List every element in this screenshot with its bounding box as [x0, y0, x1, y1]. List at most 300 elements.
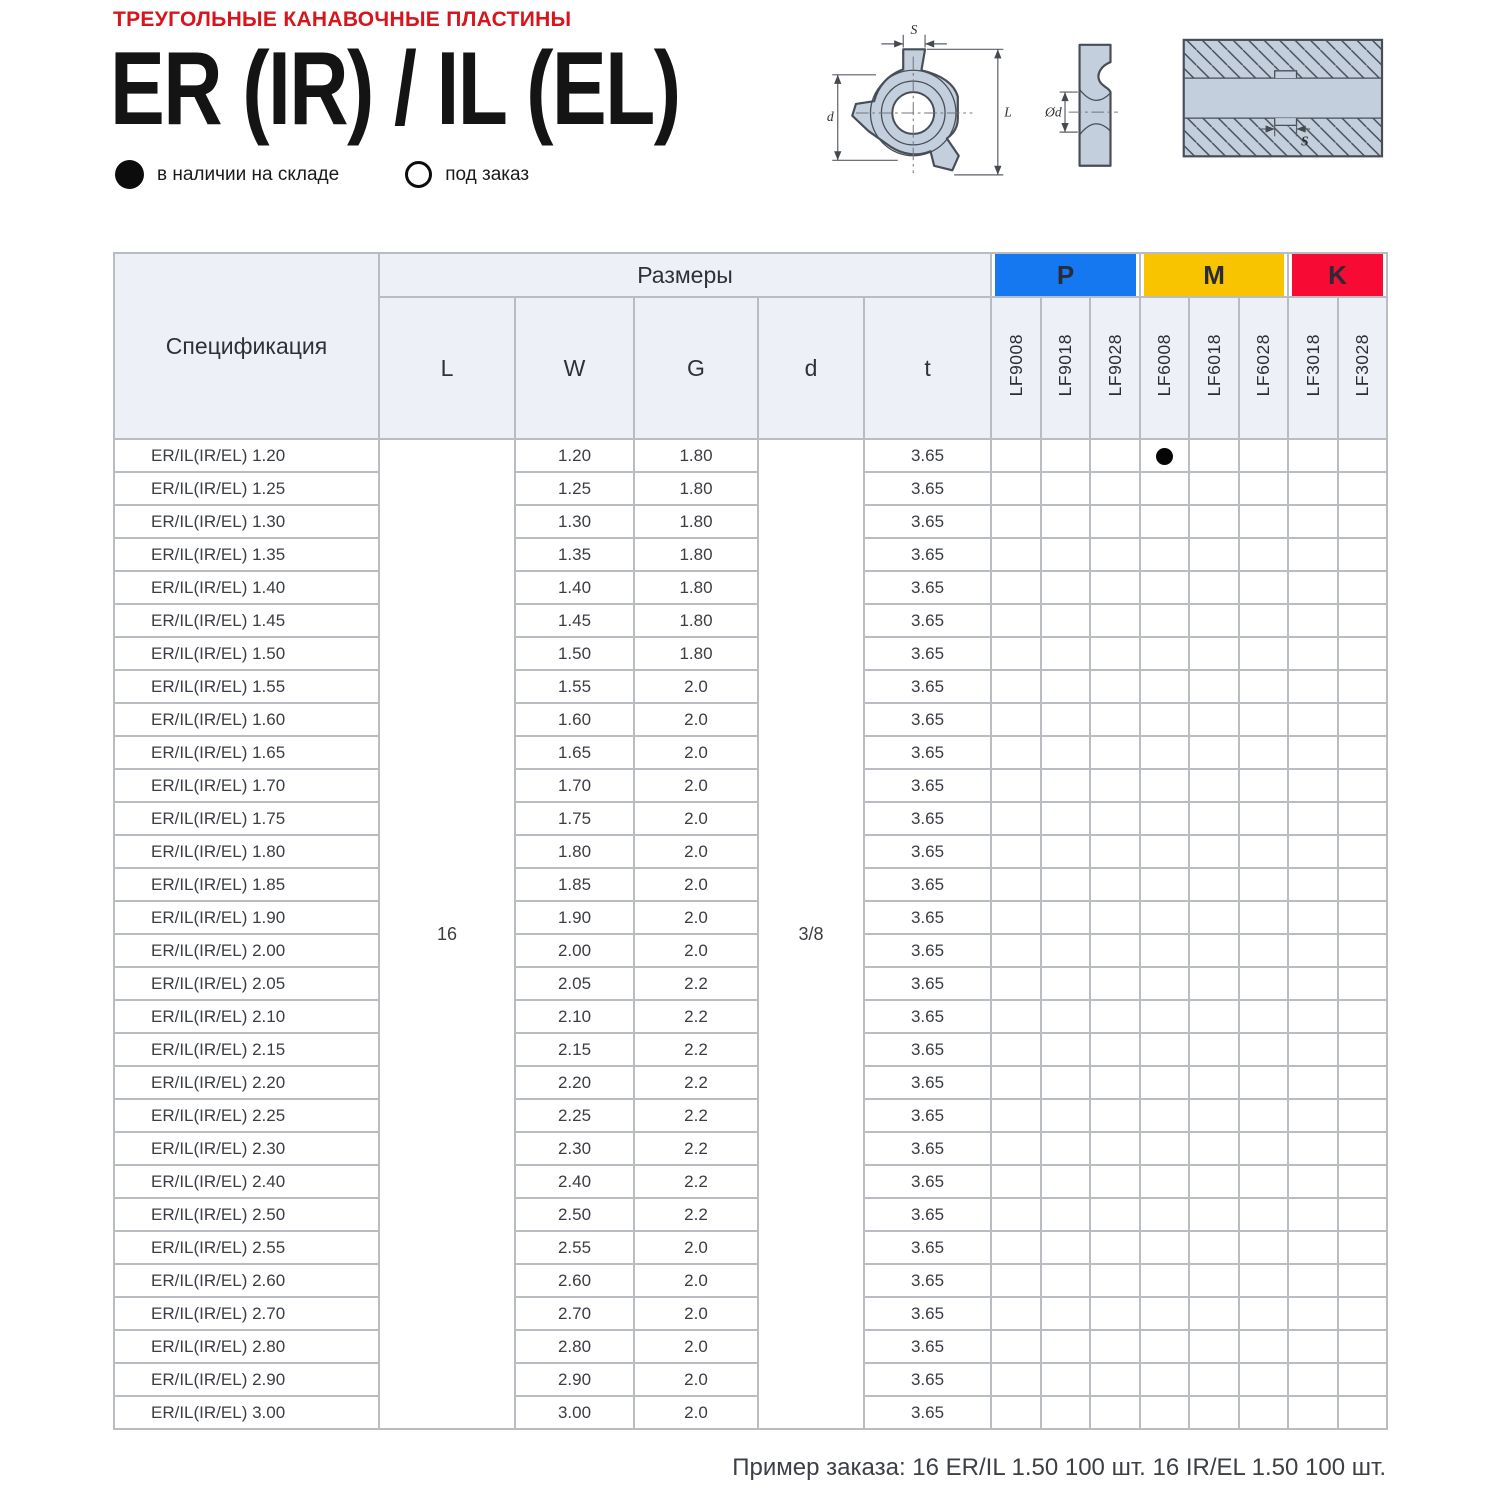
- grade-group-m-label: M: [1144, 254, 1284, 296]
- W-value-cell: 2.80: [515, 1330, 634, 1363]
- availability-cell-lf9018: [1041, 802, 1090, 835]
- availability-cell-lf6028: [1239, 1198, 1288, 1231]
- col-header-lf9008: LF9008: [991, 297, 1041, 439]
- W-value-cell: 1.60: [515, 703, 634, 736]
- W-value-cell: 2.15: [515, 1033, 634, 1066]
- availability-cell-lf9018: [1041, 934, 1090, 967]
- W-value-cell: 2.20: [515, 1066, 634, 1099]
- availability-cell-lf9008: [991, 868, 1041, 901]
- grade-group-p: [991, 253, 1140, 297]
- t-value-cell: 3.65: [864, 571, 991, 604]
- availability-cell-lf9018: [1041, 637, 1090, 670]
- availability-cell-lf6008: [1140, 835, 1189, 868]
- availability-cell-lf3028: [1338, 1066, 1387, 1099]
- availability-cell-lf6028: [1239, 637, 1288, 670]
- workpiece-section-drawing: [1181, 28, 1386, 170]
- t-value-cell: 3.65: [864, 703, 991, 736]
- availability-cell-lf9018: [1041, 1165, 1090, 1198]
- availability-cell-lf9008: [991, 1132, 1041, 1165]
- on-order-icon: [405, 161, 432, 188]
- availability-cell-lf6018: [1189, 802, 1239, 835]
- t-value-cell: 3.65: [864, 1033, 991, 1066]
- availability-cell-lf6008: [1140, 1132, 1189, 1165]
- availability-cell-lf9008: [991, 538, 1041, 571]
- spec-cell: ER/IL(IR/EL) 2.80: [114, 1330, 379, 1363]
- availability-cell-lf6018: [1189, 571, 1239, 604]
- availability-cell-lf6018: [1189, 901, 1239, 934]
- G-value-cell: 2.2: [634, 1066, 758, 1099]
- availability-cell-lf9018: [1041, 1066, 1090, 1099]
- W-value-cell: 2.00: [515, 934, 634, 967]
- W-value-cell: 2.30: [515, 1132, 634, 1165]
- availability-cell-lf6008: [1140, 1330, 1189, 1363]
- availability-cell-lf9008: [991, 1000, 1041, 1033]
- page-title: ER (IR) / IL (EL): [110, 31, 680, 147]
- availability-cell-lf6008: [1140, 439, 1189, 472]
- technical-drawings: [825, 14, 1386, 204]
- W-value-cell: 1.70: [515, 769, 634, 802]
- t-value-cell: 3.65: [864, 736, 991, 769]
- table-row: [114, 637, 1387, 670]
- availability-cell-lf6018: [1189, 769, 1239, 802]
- availability-cell-lf6018: [1189, 1198, 1239, 1231]
- availability-cell-lf9008: [991, 901, 1041, 934]
- availability-cell-lf6008: [1140, 967, 1189, 1000]
- availability-cell-lf6028: [1239, 1165, 1288, 1198]
- W-value-cell: 1.65: [515, 736, 634, 769]
- t-value-cell: 3.65: [864, 1231, 991, 1264]
- availability-cell-lf6028: [1239, 901, 1288, 934]
- availability-cell-lf9028: [1090, 538, 1140, 571]
- availability-cell-lf3018: [1288, 1198, 1338, 1231]
- t-value-cell: 3.65: [864, 967, 991, 1000]
- availability-cell-lf9008: [991, 769, 1041, 802]
- availability-cell-lf3028: [1338, 967, 1387, 1000]
- availability-cell-lf9008: [991, 505, 1041, 538]
- availability-cell-lf9028: [1090, 1363, 1140, 1396]
- availability-cell-lf6008: [1140, 1198, 1189, 1231]
- availability-cell-lf3018: [1288, 571, 1338, 604]
- grade-group-k-label: K: [1292, 254, 1383, 296]
- availability-cell-lf6028: [1239, 604, 1288, 637]
- availability-cell-lf9008: [991, 571, 1041, 604]
- availability-cell-lf3028: [1338, 703, 1387, 736]
- dim-label-d: d: [826, 109, 834, 125]
- dim-label-l: L: [1004, 104, 1012, 120]
- spec-cell: ER/IL(IR/EL) 2.20: [114, 1066, 379, 1099]
- availability-cell-lf9008: [991, 439, 1041, 472]
- availability-cell-lf6028: [1239, 703, 1288, 736]
- availability-cell-lf9028: [1090, 1297, 1140, 1330]
- W-value-cell: 1.55: [515, 670, 634, 703]
- t-value-cell: 3.65: [864, 505, 991, 538]
- availability-cell-lf6008: [1140, 472, 1189, 505]
- availability-cell-lf6018: [1189, 505, 1239, 538]
- order-example: Пример заказа: 16 ER/IL 1.50 100 шт. 16 IR/EL 1.50 100 шт.: [732, 1454, 1386, 1481]
- availability-cell-lf9018: [1041, 1000, 1090, 1033]
- availability-cell-lf6018: [1189, 967, 1239, 1000]
- t-value-cell: 3.65: [864, 670, 991, 703]
- spec-cell: ER/IL(IR/EL) 2.10: [114, 1000, 379, 1033]
- t-value-cell: 3.65: [864, 934, 991, 967]
- availability-cell-lf9018: [1041, 1330, 1090, 1363]
- availability-cell-lf6028: [1239, 1033, 1288, 1066]
- availability-cell-lf3028: [1338, 1264, 1387, 1297]
- availability-cell-lf3028: [1338, 571, 1387, 604]
- dim-label-s: S: [910, 21, 918, 37]
- table-row: [114, 1066, 1387, 1099]
- availability-cell-lf9008: [991, 1165, 1041, 1198]
- availability-cell-lf6008: [1140, 505, 1189, 538]
- spec-cell: ER/IL(IR/EL) 2.15: [114, 1033, 379, 1066]
- table-row: [114, 736, 1387, 769]
- availability-cell-lf3028: [1338, 1330, 1387, 1363]
- W-value-cell: 1.25: [515, 472, 634, 505]
- availability-cell-lf9008: [991, 604, 1041, 637]
- table-row: [114, 901, 1387, 934]
- t-value-cell: 3.65: [864, 1363, 991, 1396]
- availability-cell-lf3018: [1288, 505, 1338, 538]
- W-value-cell: 1.45: [515, 604, 634, 637]
- availability-cell-lf6028: [1239, 1396, 1288, 1429]
- availability-cell-lf3018: [1288, 1396, 1338, 1429]
- availability-cell-lf9008: [991, 1363, 1041, 1396]
- table-row: [114, 1000, 1387, 1033]
- col-header-L: L: [379, 297, 515, 439]
- availability-cell-lf6028: [1239, 538, 1288, 571]
- spec-cell: ER/IL(IR/EL) 1.25: [114, 472, 379, 505]
- availability-cell-lf9018: [1041, 901, 1090, 934]
- t-value-cell: 3.65: [864, 1165, 991, 1198]
- W-value-cell: 2.60: [515, 1264, 634, 1297]
- spec-cell: ER/IL(IR/EL) 2.70: [114, 1297, 379, 1330]
- W-value-cell: 2.55: [515, 1231, 634, 1264]
- availability-cell-lf3028: [1338, 472, 1387, 505]
- availability-cell-lf6008: [1140, 1000, 1189, 1033]
- availability-cell-lf6028: [1239, 1330, 1288, 1363]
- table-row: [114, 703, 1387, 736]
- availability-cell-lf6008: [1140, 1033, 1189, 1066]
- spec-cell: ER/IL(IR/EL) 1.50: [114, 637, 379, 670]
- availability-cell-lf9028: [1090, 1033, 1140, 1066]
- availability-cell-lf6028: [1239, 670, 1288, 703]
- t-value-cell: 3.65: [864, 472, 991, 505]
- availability-cell-lf3028: [1338, 604, 1387, 637]
- availability-cell-lf3018: [1288, 703, 1338, 736]
- availability-cell-lf9018: [1041, 1033, 1090, 1066]
- d-value-cell: 3/8: [758, 439, 864, 1429]
- availability-cell-lf9028: [1090, 835, 1140, 868]
- availability-cell-lf6018: [1189, 1000, 1239, 1033]
- table-row: [114, 1198, 1387, 1231]
- G-value-cell: 1.80: [634, 604, 758, 637]
- G-value-cell: 2.0: [634, 802, 758, 835]
- availability-cell-lf9028: [1090, 439, 1140, 472]
- t-value-cell: 3.65: [864, 1396, 991, 1429]
- spec-cell: ER/IL(IR/EL) 2.60: [114, 1264, 379, 1297]
- availability-cell-lf9008: [991, 472, 1041, 505]
- t-value-cell: 3.65: [864, 835, 991, 868]
- table-row: [114, 571, 1387, 604]
- availability-cell-lf6008: [1140, 1165, 1189, 1198]
- table-row: [114, 1033, 1387, 1066]
- availability-cell-lf9028: [1090, 505, 1140, 538]
- G-value-cell: 2.2: [634, 1198, 758, 1231]
- G-value-cell: 2.2: [634, 1165, 758, 1198]
- availability-cell-lf6018: [1189, 1165, 1239, 1198]
- G-value-cell: 1.80: [634, 571, 758, 604]
- availability-cell-lf9018: [1041, 472, 1090, 505]
- G-value-cell: 2.0: [634, 1330, 758, 1363]
- availability-cell-lf9008: [991, 1066, 1041, 1099]
- stock-legend: [115, 160, 529, 189]
- availability-cell-lf6018: [1189, 670, 1239, 703]
- availability-cell-lf3028: [1338, 1033, 1387, 1066]
- t-value-cell: 3.65: [864, 604, 991, 637]
- spec-cell: ER/IL(IR/EL) 2.00: [114, 934, 379, 967]
- table-row: [114, 472, 1387, 505]
- W-value-cell: 1.20: [515, 439, 634, 472]
- page-content: [110, 0, 1386, 1482]
- G-value-cell: 2.2: [634, 1099, 758, 1132]
- grade-group-m: [1140, 253, 1288, 297]
- availability-cell-lf9018: [1041, 1396, 1090, 1429]
- availability-cell-lf6008: [1140, 1099, 1189, 1132]
- availability-cell-lf6008: [1140, 604, 1189, 637]
- t-value-cell: 3.65: [864, 1066, 991, 1099]
- availability-cell-lf6018: [1189, 1396, 1239, 1429]
- table-row: [114, 1297, 1387, 1330]
- grade-group-k: [1288, 253, 1387, 297]
- dim-label-diameter: Ød: [1045, 104, 1063, 120]
- availability-cell-lf9028: [1090, 769, 1140, 802]
- availability-cell-lf6028: [1239, 439, 1288, 472]
- t-value-cell: 3.65: [864, 802, 991, 835]
- availability-cell-lf9008: [991, 1396, 1041, 1429]
- availability-cell-lf9018: [1041, 967, 1090, 1000]
- availability-cell-lf9018: [1041, 703, 1090, 736]
- spec-cell: ER/IL(IR/EL) 1.70: [114, 769, 379, 802]
- table-row: [114, 1165, 1387, 1198]
- availability-cell-lf6018: [1189, 439, 1239, 472]
- availability-cell-lf3028: [1338, 1099, 1387, 1132]
- col-header-G: G: [634, 297, 758, 439]
- availability-cell-lf6008: [1140, 1231, 1189, 1264]
- availability-cell-lf6028: [1239, 1264, 1288, 1297]
- spec-cell: ER/IL(IR/EL) 1.40: [114, 571, 379, 604]
- availability-cell-lf6018: [1189, 538, 1239, 571]
- availability-cell-lf6018: [1189, 703, 1239, 736]
- availability-cell-lf3028: [1338, 769, 1387, 802]
- availability-cell-lf3028: [1338, 1363, 1387, 1396]
- W-value-cell: 2.70: [515, 1297, 634, 1330]
- spec-cell: ER/IL(IR/EL) 1.90: [114, 901, 379, 934]
- availability-cell-lf9028: [1090, 1132, 1140, 1165]
- availability-cell-lf3028: [1338, 802, 1387, 835]
- G-value-cell: 2.2: [634, 1000, 758, 1033]
- availability-cell-lf3018: [1288, 472, 1338, 505]
- availability-cell-lf3018: [1288, 736, 1338, 769]
- availability-cell-lf6018: [1189, 472, 1239, 505]
- W-value-cell: 1.90: [515, 901, 634, 934]
- availability-cell-lf3018: [1288, 538, 1338, 571]
- availability-cell-lf6018: [1189, 1132, 1239, 1165]
- availability-cell-lf9018: [1041, 1132, 1090, 1165]
- availability-cell-lf9028: [1090, 1330, 1140, 1363]
- G-value-cell: 1.80: [634, 439, 758, 472]
- W-value-cell: 1.50: [515, 637, 634, 670]
- spec-cell: ER/IL(IR/EL) 2.25: [114, 1099, 379, 1132]
- W-value-cell: 1.30: [515, 505, 634, 538]
- availability-cell-lf9018: [1041, 1231, 1090, 1264]
- availability-cell-lf9028: [1090, 1066, 1140, 1099]
- availability-cell-lf3028: [1338, 505, 1387, 538]
- availability-cell-lf3018: [1288, 967, 1338, 1000]
- spec-cell: ER/IL(IR/EL) 1.55: [114, 670, 379, 703]
- availability-cell-lf3028: [1338, 1198, 1387, 1231]
- table-row: [114, 802, 1387, 835]
- table-row: [114, 604, 1387, 637]
- availability-cell-lf3028: [1338, 1297, 1387, 1330]
- W-value-cell: 2.50: [515, 1198, 634, 1231]
- availability-cell-lf6018: [1189, 835, 1239, 868]
- G-value-cell: 1.80: [634, 472, 758, 505]
- availability-cell-lf6028: [1239, 472, 1288, 505]
- availability-cell-lf9008: [991, 1330, 1041, 1363]
- availability-cell-lf9018: [1041, 505, 1090, 538]
- grade-group-p-label: P: [995, 254, 1136, 296]
- availability-cell-lf6008: [1140, 1066, 1189, 1099]
- insert-front-view-drawing: [825, 14, 1011, 192]
- availability-cell-lf9018: [1041, 1198, 1090, 1231]
- t-value-cell: 3.65: [864, 637, 991, 670]
- G-value-cell: 2.0: [634, 835, 758, 868]
- availability-cell-lf6008: [1140, 1363, 1189, 1396]
- availability-cell-lf9018: [1041, 868, 1090, 901]
- col-header-lf3018: LF3018: [1288, 297, 1338, 439]
- W-value-cell: 2.05: [515, 967, 634, 1000]
- spec-cell: ER/IL(IR/EL) 2.90: [114, 1363, 379, 1396]
- availability-cell-lf9018: [1041, 571, 1090, 604]
- availability-cell-lf6018: [1189, 736, 1239, 769]
- availability-cell-lf6018: [1189, 1330, 1239, 1363]
- availability-cell-lf9018: [1041, 604, 1090, 637]
- availability-cell-lf9018: [1041, 670, 1090, 703]
- availability-cell-lf9028: [1090, 670, 1140, 703]
- W-value-cell: 2.90: [515, 1363, 634, 1396]
- spec-cell: ER/IL(IR/EL) 1.35: [114, 538, 379, 571]
- L-value-cell: 16: [379, 439, 515, 1429]
- availability-cell-lf9008: [991, 1264, 1041, 1297]
- availability-cell-lf6028: [1239, 1363, 1288, 1396]
- availability-cell-lf6008: [1140, 769, 1189, 802]
- spec-cell: ER/IL(IR/EL) 3.00: [114, 1396, 379, 1429]
- col-header-W: W: [515, 297, 634, 439]
- availability-cell-lf3018: [1288, 1264, 1338, 1297]
- G-value-cell: 2.0: [634, 670, 758, 703]
- availability-cell-lf9008: [991, 1231, 1041, 1264]
- availability-cell-lf6018: [1189, 1066, 1239, 1099]
- insert-side-view-drawing: [1045, 14, 1147, 192]
- table-row: [114, 868, 1387, 901]
- W-value-cell: 3.00: [515, 1396, 634, 1429]
- availability-cell-lf3018: [1288, 439, 1338, 472]
- availability-cell-lf6008: [1140, 901, 1189, 934]
- availability-cell-lf9028: [1090, 934, 1140, 967]
- table-row: [114, 1363, 1387, 1396]
- availability-cell-lf6028: [1239, 769, 1288, 802]
- G-value-cell: 2.0: [634, 1264, 758, 1297]
- availability-cell-lf3028: [1338, 538, 1387, 571]
- t-value-cell: 3.65: [864, 439, 991, 472]
- col-header-lf9018: LF9018: [1041, 297, 1090, 439]
- G-value-cell: 2.0: [634, 703, 758, 736]
- availability-cell-lf9018: [1041, 1099, 1090, 1132]
- specification-table-body: [114, 439, 1387, 1429]
- in-stock-dot: [1156, 448, 1173, 465]
- availability-cell-lf3018: [1288, 802, 1338, 835]
- availability-cell-lf3018: [1288, 1297, 1338, 1330]
- col-header-t: t: [864, 297, 991, 439]
- availability-cell-lf6028: [1239, 736, 1288, 769]
- table-row: [114, 967, 1387, 1000]
- availability-cell-lf3018: [1288, 1099, 1338, 1132]
- availability-cell-lf6018: [1189, 868, 1239, 901]
- availability-cell-lf3028: [1338, 736, 1387, 769]
- availability-cell-lf9008: [991, 1198, 1041, 1231]
- availability-cell-lf3018: [1288, 637, 1338, 670]
- availability-cell-lf9028: [1090, 736, 1140, 769]
- availability-cell-lf6018: [1189, 934, 1239, 967]
- availability-cell-lf3018: [1288, 769, 1338, 802]
- header-row-groups: [114, 253, 1387, 297]
- in-stock-label: в наличии на складе: [157, 163, 340, 185]
- specification-table: [113, 252, 1388, 1430]
- col-header-lf6018: LF6018: [1189, 297, 1239, 439]
- spec-cell: ER/IL(IR/EL) 2.50: [114, 1198, 379, 1231]
- availability-cell-lf6028: [1239, 934, 1288, 967]
- availability-cell-lf3018: [1288, 1000, 1338, 1033]
- col-header-lf3028: LF3028: [1338, 297, 1387, 439]
- availability-cell-lf9028: [1090, 1231, 1140, 1264]
- availability-cell-lf6028: [1239, 1297, 1288, 1330]
- t-value-cell: 3.65: [864, 1000, 991, 1033]
- t-value-cell: 3.65: [864, 1297, 991, 1330]
- availability-cell-lf3018: [1288, 1165, 1338, 1198]
- availability-cell-lf9028: [1090, 1396, 1140, 1429]
- G-value-cell: 2.0: [634, 769, 758, 802]
- availability-cell-lf9018: [1041, 1363, 1090, 1396]
- availability-cell-lf9028: [1090, 802, 1140, 835]
- availability-cell-lf3018: [1288, 835, 1338, 868]
- table-row: [114, 670, 1387, 703]
- t-value-cell: 3.65: [864, 769, 991, 802]
- availability-cell-lf3018: [1288, 1363, 1338, 1396]
- availability-cell-lf9018: [1041, 769, 1090, 802]
- availability-cell-lf9008: [991, 736, 1041, 769]
- W-value-cell: 1.40: [515, 571, 634, 604]
- table-row: [114, 835, 1387, 868]
- availability-cell-lf9028: [1090, 901, 1140, 934]
- G-value-cell: 2.0: [634, 1231, 758, 1264]
- table-row: [114, 1330, 1387, 1363]
- availability-cell-lf3028: [1338, 1165, 1387, 1198]
- availability-cell-lf9028: [1090, 637, 1140, 670]
- availability-cell-lf6028: [1239, 835, 1288, 868]
- availability-cell-lf6008: [1140, 1264, 1189, 1297]
- t-value-cell: 3.65: [864, 1132, 991, 1165]
- availability-cell-lf9018: [1041, 835, 1090, 868]
